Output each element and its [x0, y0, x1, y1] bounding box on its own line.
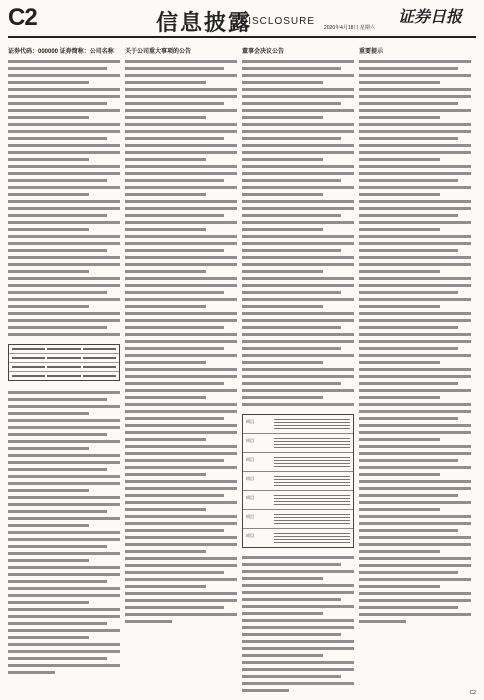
page-code: C2: [8, 4, 37, 31]
financial-table: [8, 344, 120, 381]
page-footer: C2: [469, 690, 476, 696]
masthead-meta: 2020年4月18日 星期六: [324, 25, 375, 31]
column-2: [125, 42, 237, 692]
column-3: [242, 42, 354, 692]
section-title: 信息披露: [156, 10, 253, 36]
masthead-rule: [8, 36, 476, 38]
column-2-heading: 关于公司重大事项的公告: [125, 49, 192, 55]
masthead: [8, 4, 476, 34]
newspaper-logo: 证券日报: [398, 7, 463, 26]
column-1-heading: 证券代码：000000 证券简称：公司名称: [8, 49, 114, 55]
section-english: DISCLOSURE: [240, 16, 316, 27]
disclosure-table: 项目 项目 项目 项目 项目 项目 项目: [242, 414, 354, 548]
column-3-heading: 董事会决议公告: [242, 49, 285, 55]
column-4-heading: 重要提示: [359, 49, 384, 55]
column-4: [359, 42, 471, 692]
column-1: [8, 42, 120, 692]
